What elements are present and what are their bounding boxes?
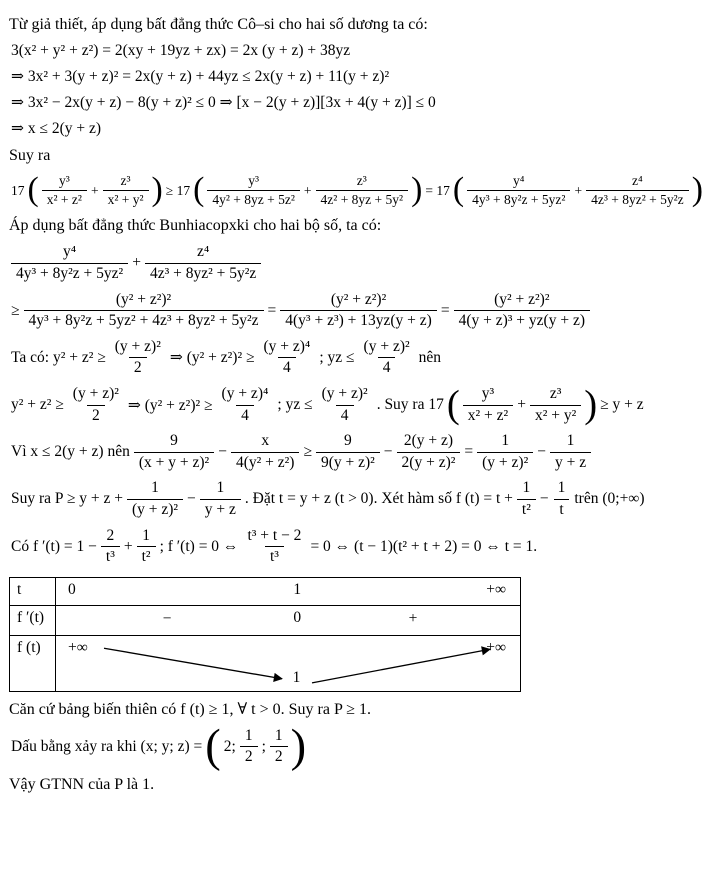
big-paren: ( bbox=[452, 171, 465, 209]
fraction bbox=[42, 173, 87, 208]
numerator: z⁴ bbox=[196, 243, 210, 261]
math-text: + bbox=[90, 182, 99, 198]
fraction bbox=[530, 385, 581, 425]
fraction bbox=[270, 727, 288, 767]
fraction bbox=[454, 291, 590, 331]
variation-arrows bbox=[56, 636, 520, 691]
table-label-cell bbox=[10, 606, 56, 636]
table-value: 0 bbox=[68, 580, 76, 598]
numerator: 1 bbox=[566, 432, 575, 450]
denominator: 2 bbox=[87, 405, 105, 426]
fraction bbox=[145, 243, 261, 283]
math-text: ≥ y + z bbox=[600, 396, 644, 414]
fraction bbox=[134, 432, 214, 472]
table-value: 0 bbox=[293, 608, 302, 626]
numerator: (y² + z²)² bbox=[330, 290, 387, 308]
fraction bbox=[200, 479, 241, 519]
numerator: z³ bbox=[120, 173, 131, 188]
math-text: − bbox=[539, 490, 549, 508]
table-label-cell bbox=[10, 578, 56, 606]
fraction bbox=[397, 432, 461, 472]
fraction bbox=[24, 291, 264, 331]
denominator: 2(y + z)² bbox=[397, 452, 461, 473]
final-answer: Vậy GTNN của P là 1. bbox=[9, 775, 155, 793]
eq-step-3 bbox=[9, 119, 705, 138]
numerator: (y + z)⁴ bbox=[221, 384, 269, 402]
numerator: (y² + z²)² bbox=[115, 290, 172, 308]
denominator: x² + z² bbox=[463, 405, 513, 426]
math-text: − bbox=[218, 443, 227, 461]
numerator: (y + z)² bbox=[363, 337, 410, 355]
math-text: + bbox=[303, 182, 312, 198]
math-text: = bbox=[464, 443, 474, 461]
table-value: +∞ bbox=[486, 638, 506, 656]
math-text: + bbox=[123, 537, 133, 555]
fraction bbox=[477, 432, 533, 472]
numerator: 1 bbox=[216, 479, 225, 497]
increasing-arrow bbox=[312, 649, 490, 683]
numerator: 1 bbox=[274, 726, 283, 744]
math-text: Ta có: y² + z² ≥ bbox=[11, 348, 106, 366]
denominator: 4(y + z)³ + yz(y + z) bbox=[454, 310, 590, 331]
eq-derivative bbox=[9, 527, 705, 567]
eq-taco-2 bbox=[9, 382, 705, 426]
numerator: 1 bbox=[557, 479, 566, 497]
fraction bbox=[317, 385, 373, 425]
math-text: 2; bbox=[223, 737, 236, 755]
fraction bbox=[110, 338, 166, 378]
math-text: trên (0;+∞) bbox=[574, 490, 645, 508]
numerator: 9 bbox=[170, 432, 178, 450]
intro-bunhiacopxki: Áp dụng bất đẳng thức Bunhiacopxki cho hai bộ số, ta có: bbox=[9, 217, 382, 235]
numerator: 1 bbox=[142, 526, 150, 544]
denominator: 4(y³ + z³) + 13yz(y + z) bbox=[280, 310, 437, 331]
big-paren: ) bbox=[151, 171, 163, 209]
eq-17-chain bbox=[9, 173, 705, 208]
denominator: 4y³ + 8y²z + 5yz² + 4z³ + 8yz² + 5y²z bbox=[24, 310, 264, 331]
denominator: y + z bbox=[200, 499, 241, 520]
table-value: 1 bbox=[293, 580, 302, 598]
math-text: . Suy ra 17 bbox=[376, 396, 444, 414]
table-content-cell bbox=[56, 636, 520, 691]
fraction bbox=[103, 173, 149, 208]
denominator: t² bbox=[137, 546, 156, 567]
denominator: t² bbox=[517, 499, 536, 520]
math-text: ≥ 17 bbox=[165, 182, 191, 198]
denominator: y + z bbox=[550, 452, 591, 473]
denominator: 4 bbox=[336, 405, 354, 426]
math-text: 3(x² + y² + z²) = 2(xy + 19yz + zx) = 2x (y + z) + 38yz bbox=[11, 42, 351, 59]
table-label: t bbox=[17, 580, 22, 598]
big-paren: ) bbox=[584, 382, 598, 426]
denominator: x² + z² bbox=[42, 190, 87, 208]
math-text: ⇒ (y² + z²)² ≥ bbox=[127, 396, 213, 414]
table-value: + bbox=[408, 609, 418, 627]
math-text: ⇒ x ≤ 2(y + z) bbox=[11, 120, 102, 137]
math-text: = 17 bbox=[425, 182, 450, 198]
math-text: Dấu bằng xảy ra khi (x; y; z) = bbox=[11, 737, 203, 755]
math-text: ≥ bbox=[303, 443, 312, 461]
math-text: ≥ bbox=[11, 301, 20, 319]
math-text: ; bbox=[261, 737, 266, 755]
numerator: y⁴ bbox=[63, 243, 77, 261]
math-text: ; yz ≤ bbox=[277, 396, 313, 414]
eq-bunh-sum bbox=[9, 243, 705, 283]
big-paren: ( bbox=[205, 721, 221, 773]
denominator: 4 bbox=[236, 405, 254, 426]
denominator: 4 bbox=[278, 357, 296, 378]
numerator: 1 bbox=[501, 432, 510, 450]
table-value: 1 bbox=[292, 668, 301, 686]
numerator: 1 bbox=[151, 479, 159, 497]
math-text: ; yz ≤ bbox=[319, 348, 355, 366]
fraction bbox=[316, 432, 380, 472]
fraction bbox=[586, 173, 689, 208]
math-text: − bbox=[537, 443, 546, 461]
table-content-cell bbox=[56, 606, 520, 636]
table-value: +∞ bbox=[486, 580, 506, 598]
math-text: Có f ′(t) = 1 − bbox=[11, 537, 97, 555]
math-text: = bbox=[440, 301, 450, 319]
fraction bbox=[242, 527, 306, 567]
math-text: = 0 ⇔ (t − 1)(t² + t + 2) = 0 ⇔ t = 1. bbox=[310, 537, 538, 555]
numerator: t³ + t − 2 bbox=[247, 526, 302, 544]
fraction bbox=[137, 527, 156, 567]
big-paren: ) bbox=[290, 721, 307, 773]
fraction bbox=[258, 338, 315, 378]
big-paren: ( bbox=[446, 382, 460, 426]
numerator: 1 bbox=[244, 726, 253, 744]
denominator: 9(y + z)² bbox=[316, 452, 380, 473]
fraction bbox=[68, 385, 124, 425]
eq-vi-x bbox=[9, 432, 705, 472]
fraction bbox=[553, 479, 571, 519]
table-value: − bbox=[162, 609, 172, 627]
numerator: 1 bbox=[522, 479, 531, 497]
fraction bbox=[463, 385, 513, 425]
numerator: 9 bbox=[344, 432, 352, 450]
numerator: 2(y + z) bbox=[403, 432, 454, 450]
fraction bbox=[11, 243, 128, 283]
numerator: 2 bbox=[106, 526, 115, 544]
numerator: z⁴ bbox=[632, 173, 643, 188]
denominator: 2 bbox=[270, 746, 288, 767]
intro-cosi: Từ giả thiết, áp dụng bất đẳng thức Cô–si cho hai số dương ta có: bbox=[9, 16, 428, 33]
eq-equality-case bbox=[9, 721, 705, 773]
table-content-cell bbox=[56, 578, 520, 606]
denominator: 4 bbox=[378, 357, 396, 378]
big-paren: ( bbox=[193, 171, 205, 209]
denominator: t bbox=[554, 499, 568, 520]
fraction bbox=[550, 432, 591, 472]
math-text: − bbox=[383, 443, 393, 461]
numerator: z³ bbox=[549, 384, 562, 402]
math-text: = bbox=[267, 301, 277, 319]
conclusion-table: Căn cứ bảng biến thiên có f (t) ≥ 1, ∀ t > 0. Suy ra P ≥ 1. bbox=[9, 700, 372, 718]
math-text: nên bbox=[418, 348, 442, 366]
math-text: ⇒ 3x² − 2x(y + z) − 8(y + z)² ≤ 0 ⇒ [x − 2(y + z)][3x + 4(y + z)] ≤ 0 bbox=[11, 94, 436, 111]
numerator: y⁴ bbox=[513, 173, 525, 188]
fraction bbox=[359, 338, 415, 378]
big-paren: ) bbox=[691, 171, 703, 209]
numerator: (y + z)⁴ bbox=[263, 337, 311, 355]
math-text: + bbox=[517, 396, 526, 414]
table-label-cell bbox=[10, 636, 56, 691]
denominator: 4z³ + 8yz² + 5y²z bbox=[145, 263, 261, 284]
fraction bbox=[231, 432, 300, 472]
denominator: t³ bbox=[101, 546, 120, 567]
math-text: ⇒ 3x² + 3(y + z)² = 2x(y + z) + 44yz ≤ 2x(y + z) + 11(y + z)² bbox=[11, 68, 390, 85]
denominator: 2 bbox=[240, 746, 258, 767]
fraction bbox=[101, 527, 120, 567]
denominator: x² + y² bbox=[530, 405, 581, 426]
table-label: f (t) bbox=[17, 638, 41, 656]
fraction bbox=[280, 291, 437, 331]
eq-step-1 bbox=[9, 67, 705, 86]
math-text: ; f ′(t) = 0 ⇔ bbox=[159, 537, 239, 555]
eq-step-2 bbox=[9, 93, 705, 112]
numerator: y³ bbox=[481, 384, 495, 402]
numerator: z³ bbox=[356, 173, 367, 188]
table-value: +∞ bbox=[68, 638, 88, 656]
denominator: x² + y² bbox=[103, 190, 149, 208]
denominator: 2 bbox=[129, 357, 147, 378]
fraction bbox=[207, 173, 300, 208]
math-text: . Đặt t = y + z (t > 0). Xét hàm số f (t) = t + bbox=[244, 490, 513, 508]
variation-table bbox=[9, 577, 521, 692]
denominator: (y + z)² bbox=[127, 499, 183, 520]
fraction bbox=[517, 479, 536, 519]
eq-hypothesis bbox=[9, 42, 705, 60]
math-text: Suy ra P ≥ y + z + bbox=[11, 490, 123, 508]
denominator: 4y² + 8yz + 5z² bbox=[207, 190, 300, 208]
denominator: 4z² + 8yz + 5y² bbox=[316, 190, 409, 208]
eq-suyra-p bbox=[9, 479, 705, 519]
table-label: f ′(t) bbox=[17, 608, 45, 626]
denominator: 4z³ + 8yz² + 5y²z bbox=[586, 190, 689, 208]
eq-taco-1 bbox=[9, 338, 705, 378]
numerator: (y + z)² bbox=[321, 384, 368, 402]
math-text: + bbox=[132, 254, 141, 272]
fraction bbox=[316, 173, 409, 208]
numerator: x bbox=[261, 432, 270, 450]
numerator: y³ bbox=[248, 173, 260, 188]
numerator: (y + z)² bbox=[72, 384, 119, 402]
fraction bbox=[240, 727, 258, 767]
fraction bbox=[127, 479, 183, 519]
decreasing-arrow bbox=[104, 648, 282, 679]
math-text: Vì x ≤ 2(y + z) nên bbox=[11, 443, 130, 461]
math-text: − bbox=[187, 490, 196, 508]
math-text: ⇒ (y² + z²)² ≥ bbox=[169, 349, 255, 367]
denominator: 4y³ + 8y²z + 5yz² bbox=[467, 190, 570, 208]
numerator: y³ bbox=[58, 173, 70, 188]
big-paren: ) bbox=[411, 171, 423, 209]
eq-bunh-bound bbox=[9, 291, 705, 331]
numerator: (y² + z²)² bbox=[494, 290, 550, 308]
suy-ra-label: Suy ra bbox=[9, 147, 51, 164]
denominator: (y + z)² bbox=[477, 452, 533, 473]
math-text: 17 bbox=[11, 182, 25, 198]
big-paren: ( bbox=[27, 171, 39, 209]
denominator: 4y³ + 8y²z + 5yz² bbox=[11, 263, 128, 284]
numerator: (y + z)² bbox=[114, 337, 161, 355]
math-text: y² + z² ≥ bbox=[11, 396, 64, 414]
denominator: t³ bbox=[265, 546, 284, 567]
fraction bbox=[467, 173, 570, 208]
fraction bbox=[217, 385, 274, 425]
math-text: + bbox=[574, 182, 583, 198]
denominator: (x + y + z)² bbox=[134, 452, 214, 473]
denominator: 4(y² + z²) bbox=[231, 452, 300, 473]
